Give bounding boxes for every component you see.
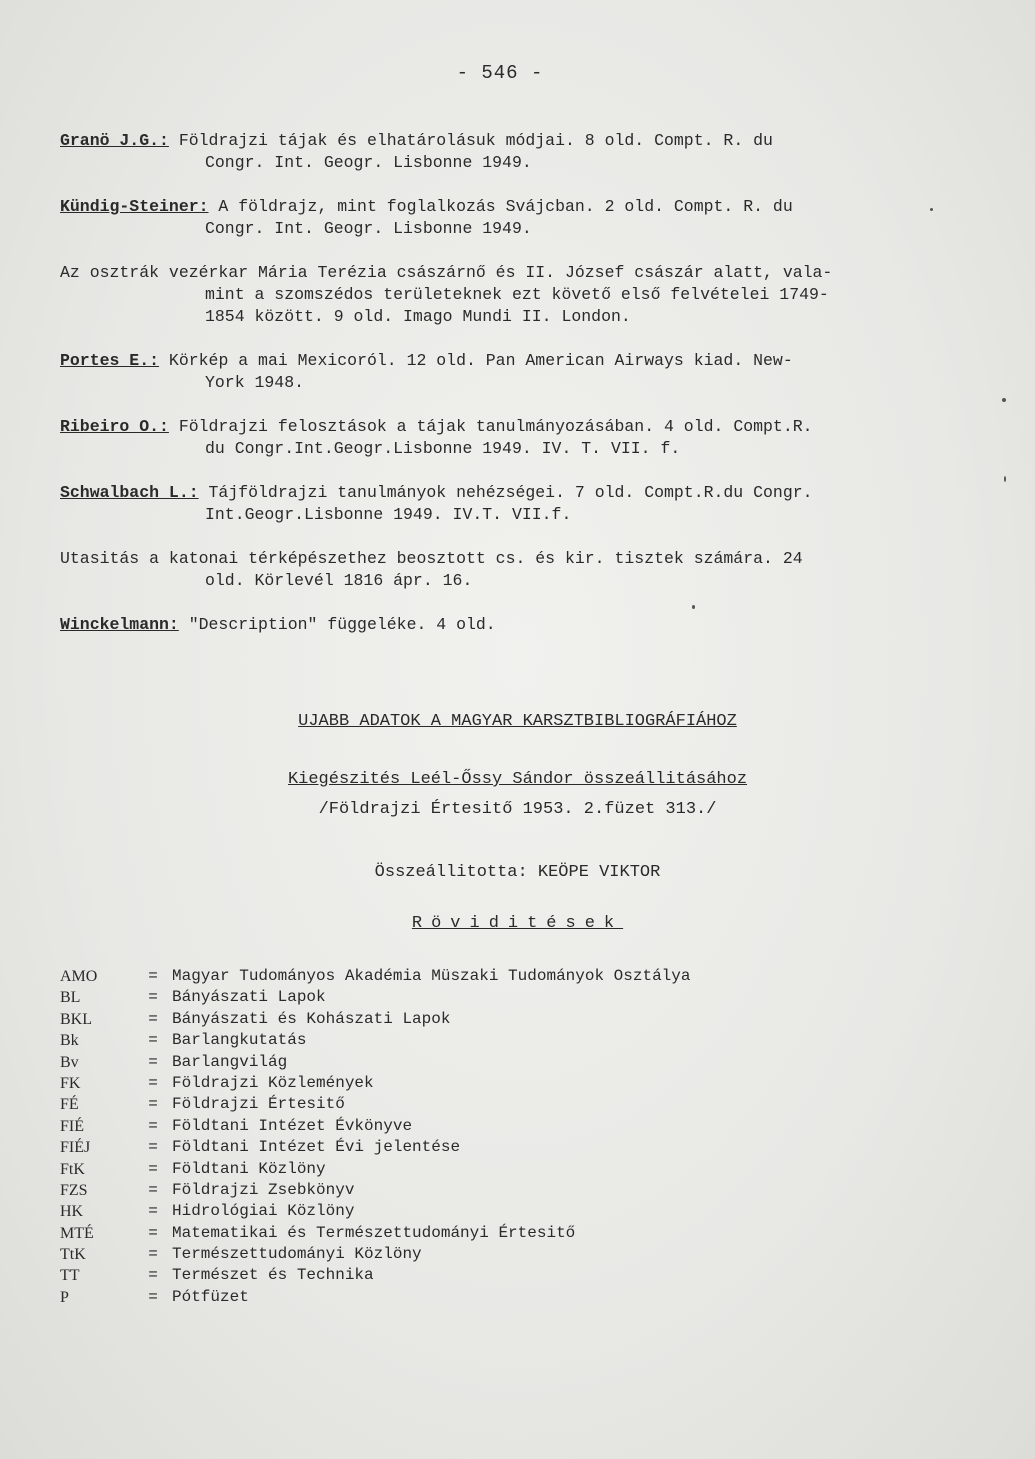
abbreviation-code: BL [60, 989, 81, 1007]
entry-text: Tájföldrajzi tanulmányok nehézségei. 7 old. Compt.R.du Congr. [198, 483, 813, 502]
abbreviation-code: FIÉ [60, 1117, 84, 1135]
page-number: - 546 - [456, 62, 544, 84]
entry-continuation: Int.Geogr.Lisbonne 1949. IV.T. VII.f. [205, 505, 572, 524]
entry-author: Granö J.G.: [60, 131, 169, 150]
entry-author: Kündig-Steiner: [60, 197, 209, 216]
entry-author: Winckelmann: [60, 615, 179, 634]
abbreviation-row [60, 966, 920, 987]
abbreviation-meaning: Matematikai és Természettudományi Értesitő [172, 1223, 576, 1242]
equals-sign: = [148, 1073, 158, 1092]
subtitle-text: Kiegészités Leél-Őssy Sándor összeállitásához [287, 770, 748, 789]
bibliography-entries [60, 130, 920, 658]
entry-text: "Description" függeléke. 4 old. [178, 615, 496, 634]
entry-text: Az osztrák vezérkar Mária Terézia császárnő és II. József császár alatt, vala- [60, 263, 833, 282]
abbreviation-meaning: Hidrológiai Közlöny [172, 1202, 355, 1221]
abbreviation-meaning: Barlangvilág [172, 1052, 288, 1071]
entry-author: Portes E.: [60, 351, 160, 370]
section-title-text: UJABB ADATOK A MAGYAR KARSZTBIBLIOGRÁFIÁHOZ [298, 712, 737, 731]
abbreviation-row [60, 987, 920, 1008]
abbreviation-code: Bk [60, 1032, 79, 1050]
abbreviation-meaning: Bányászati és Kohászati Lapok [172, 1009, 451, 1028]
equals-sign: = [148, 1202, 158, 1221]
entry-author: Schwalbach L.: [60, 483, 199, 502]
abbreviation-meaning: Földtani Intézet Évi jelentése [172, 1138, 461, 1157]
equals-sign: = [148, 1031, 158, 1050]
abbreviation-row [60, 1116, 920, 1137]
subtitle [0, 770, 1035, 789]
entry-continuation: mint a szomszédos területeknek ezt követő első felvételei 1749- 1854 között. 9 old. Imago Mundi II. London. [205, 285, 829, 326]
abbreviation-code: FtK [60, 1160, 85, 1178]
abbreviation-code: Bv [60, 1053, 79, 1071]
abbreviations-title-text: Röviditések [411, 914, 624, 933]
abbreviation-code: HK [60, 1203, 84, 1221]
compiler-text: Összeállitotta: KEÖPE VIKTOR [374, 863, 661, 882]
abbreviations-list [60, 966, 920, 1308]
equals-sign: = [148, 1095, 158, 1114]
entry-continuation: du Congr.Int.Geogr.Lisbonne 1949. IV. T. VII. f. [205, 439, 681, 458]
abbreviation-meaning: Földrajzi Közlemények [172, 1073, 374, 1092]
bibliography-entry [60, 262, 920, 328]
abbreviation-meaning: Pótfüzet [172, 1287, 249, 1306]
entry-text: Földrajzi tájak és elhatárolásuk módjai. 8 old. Compt. R. du [168, 131, 773, 150]
entry-text: Földrajzi felosztások a tájak tanulmányozásában. 4 old. Compt.R. [168, 417, 813, 436]
entry-author: Ribeiro O.: [60, 417, 169, 436]
abbreviation-code: FZS [60, 1181, 88, 1199]
abbreviation-row [60, 1094, 920, 1115]
bibliography-entry [60, 416, 920, 460]
section-title [0, 712, 1035, 731]
source-note [0, 800, 1035, 819]
abbreviation-code: BKL [60, 1010, 92, 1028]
abbreviation-meaning: Földtani Intézet Évkönyve [172, 1116, 413, 1135]
abbreviation-meaning: Földrajzi Értesitő [172, 1095, 345, 1114]
equals-sign: = [148, 988, 158, 1007]
source-note-text: /Földrajzi Értesitő 1953. 2.füzet 313./ [318, 800, 717, 819]
equals-sign: = [148, 1180, 158, 1199]
abbreviation-row [60, 1159, 920, 1180]
equals-sign: = [148, 967, 158, 985]
equals-sign: = [148, 1052, 158, 1071]
abbreviation-row [60, 1030, 920, 1051]
equals-sign: = [148, 1138, 158, 1157]
entry-continuation: Congr. Int. Geogr. Lisbonne 1949. [205, 153, 532, 172]
entry-text: Utasitás a katonai térképészethez beosztott cs. és kir. tisztek számára. 24 [60, 549, 803, 568]
scan-speck [692, 605, 695, 609]
abbreviations-title [0, 914, 1035, 933]
equals-sign: = [148, 1159, 158, 1178]
abbreviation-code: FÉ [60, 1096, 79, 1114]
equals-sign: = [148, 1287, 158, 1306]
equals-sign: = [148, 1116, 158, 1135]
bibliography-entry [60, 482, 920, 526]
abbreviation-code: MTÉ [60, 1224, 94, 1242]
bibliography-entry [60, 196, 920, 240]
abbreviation-code: TT [60, 1267, 80, 1285]
scan-speck [930, 208, 933, 211]
bibliography-entry [60, 130, 920, 174]
abbreviation-code: AMO [60, 968, 98, 985]
abbreviation-row [60, 1265, 920, 1286]
equals-sign: = [148, 1223, 158, 1242]
abbreviation-row [60, 1009, 920, 1030]
abbreviation-row [60, 1052, 920, 1073]
equals-sign: = [148, 1266, 158, 1285]
abbreviation-code: FK [60, 1074, 81, 1092]
entry-continuation: Congr. Int. Geogr. Lisbonne 1949. [205, 219, 532, 238]
entry-continuation: York 1948. [205, 373, 305, 392]
bibliography-entry [60, 350, 920, 394]
scan-speck [1002, 398, 1006, 402]
entry-continuation: old. Körlevél 1816 ápr. 16. [205, 571, 473, 590]
abbreviation-row [60, 1201, 920, 1222]
abbreviation-row [60, 1180, 920, 1201]
equals-sign: = [148, 1009, 158, 1028]
scan-speck [1004, 476, 1006, 482]
abbreviation-code: P [60, 1288, 69, 1306]
abbreviation-meaning: Bányászati Lapok [172, 988, 326, 1007]
entry-text: Körkép a mai Mexicoról. 12 old. Pan American Airways kiad. New- [159, 351, 793, 370]
abbreviation-meaning: Barlangkutatás [172, 1031, 307, 1050]
abbreviation-code: FIÉJ [60, 1139, 91, 1157]
abbreviation-meaning: Magyar Tudományos Akadémia Müszaki Tudományok Osztálya [172, 967, 691, 985]
abbreviation-meaning: Természettudományi Közlöny [172, 1245, 422, 1264]
abbreviation-row [60, 1137, 920, 1158]
equals-sign: = [148, 1245, 158, 1264]
abbreviation-meaning: Természet és Technika [172, 1266, 374, 1285]
abbreviation-row [60, 1073, 920, 1094]
bibliography-entry [60, 548, 920, 592]
compiler [0, 863, 1035, 882]
entry-text: A földrajz, mint foglalkozás Svájcban. 2 old. Compt. R. du [208, 197, 793, 216]
bibliography-entry [60, 614, 920, 636]
abbreviation-code: TtK [60, 1246, 86, 1264]
abbreviation-meaning: Földrajzi Zsebkönyv [172, 1180, 355, 1199]
abbreviation-row [60, 1244, 920, 1265]
abbreviation-row [60, 1287, 920, 1308]
abbreviation-row [60, 1223, 920, 1244]
abbreviation-meaning: Földtani Közlöny [172, 1159, 326, 1178]
